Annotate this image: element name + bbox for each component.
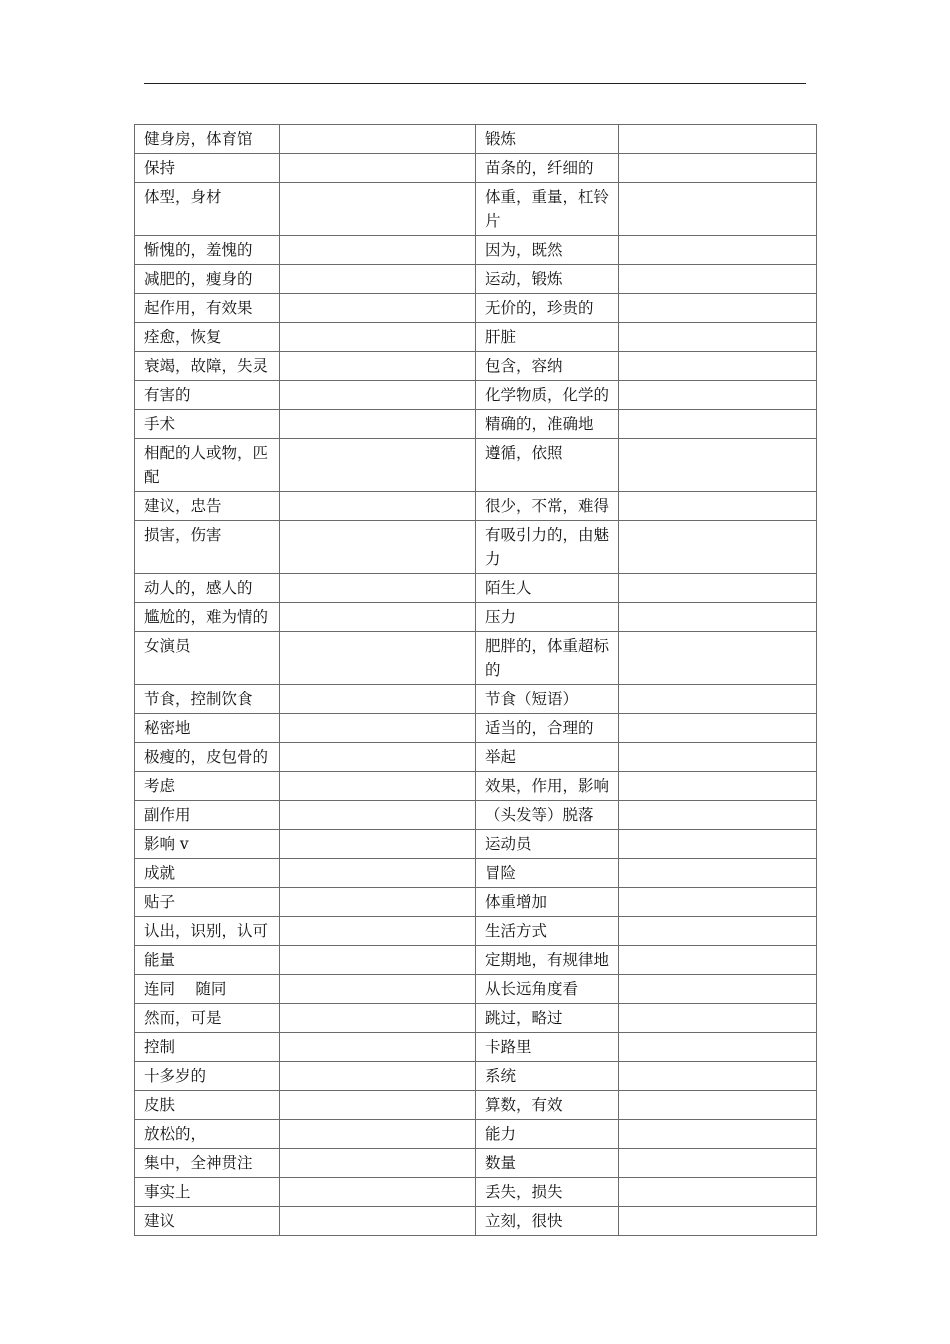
chinese-term-left: 女演员 [135,632,280,685]
chinese-term-right: 举起 [476,743,619,772]
vocabulary-table-body [135,125,817,1236]
answer-blank-right [619,574,817,603]
chinese-term-right: 生活方式 [476,917,619,946]
chinese-term-right: 无价的，珍贵的 [476,294,619,323]
chinese-term-left: 尴尬的，难为情的 [135,603,280,632]
answer-blank-left [280,830,476,859]
answer-blank-right [619,236,817,265]
answer-blank-left [280,236,476,265]
chinese-term-right: 运动员 [476,830,619,859]
chinese-term-left: 建议，忠告 [135,492,280,521]
answer-blank-left [280,1033,476,1062]
table-row [135,714,817,743]
table-row [135,632,817,685]
answer-blank-right [619,521,817,574]
answer-blank-left [280,125,476,154]
table-row [135,603,817,632]
chinese-term-left: 考虑 [135,772,280,801]
table-row [135,888,817,917]
answer-blank-left [280,888,476,917]
chinese-term-right: 陌生人 [476,574,619,603]
chinese-term-left: 十多岁的 [135,1062,280,1091]
answer-blank-left [280,685,476,714]
answer-blank-left [280,183,476,236]
chinese-term-right: 包含，容纳 [476,352,619,381]
answer-blank-right [619,1207,817,1236]
table-row [135,439,817,492]
chinese-term-right: 很少，不常，难得 [476,492,619,521]
answer-blank-left [280,743,476,772]
answer-blank-right [619,1178,817,1207]
answer-blank-left [280,1004,476,1033]
table-row [135,772,817,801]
table-row [135,1120,817,1149]
answer-blank-right [619,888,817,917]
table-row [135,521,817,574]
chinese-term-left: 动人的，感人的 [135,574,280,603]
table-row [135,154,817,183]
table-row [135,1062,817,1091]
table-row [135,830,817,859]
answer-blank-right [619,410,817,439]
table-row [135,1178,817,1207]
chinese-term-right: 锻炼 [476,125,619,154]
chinese-term-right: 运动，锻炼 [476,265,619,294]
table-row [135,917,817,946]
answer-blank-left [280,410,476,439]
answer-blank-left [280,1207,476,1236]
chinese-term-left: 惭愧的，羞愧的 [135,236,280,265]
chinese-term-right: 丢失，损失 [476,1178,619,1207]
chinese-term-right: 因为，既然 [476,236,619,265]
vocabulary-table [134,124,817,1236]
chinese-term-left: 建议 [135,1207,280,1236]
chinese-term-left: 影响 v [135,830,280,859]
chinese-term-left: 认出，识别，认可 [135,917,280,946]
table-row [135,410,817,439]
answer-blank-right [619,1004,817,1033]
chinese-term-left: 贴子 [135,888,280,917]
answer-blank-right [619,1149,817,1178]
answer-blank-left [280,1120,476,1149]
answer-blank-right [619,801,817,830]
chinese-term-right: 卡路里 [476,1033,619,1062]
answer-blank-right [619,183,817,236]
table-row [135,183,817,236]
answer-blank-left [280,1178,476,1207]
table-row [135,946,817,975]
answer-blank-left [280,859,476,888]
answer-blank-right [619,492,817,521]
answer-blank-right [619,772,817,801]
answer-blank-right [619,714,817,743]
answer-blank-right [619,352,817,381]
chinese-term-right: （头发等）脱落 [476,801,619,830]
answer-blank-right [619,859,817,888]
chinese-term-right: 能力 [476,1120,619,1149]
answer-blank-right [619,603,817,632]
answer-blank-right [619,381,817,410]
chinese-term-left: 连同 随同 [135,975,280,1004]
chinese-term-right: 遵循，依照 [476,439,619,492]
table-row [135,294,817,323]
chinese-term-right: 效果，作用，影响 [476,772,619,801]
answer-blank-right [619,946,817,975]
table-row [135,265,817,294]
answer-blank-left [280,772,476,801]
chinese-term-left: 控制 [135,1033,280,1062]
answer-blank-right [619,154,817,183]
table-row [135,975,817,1004]
answer-blank-left [280,632,476,685]
chinese-term-right: 化学物质，化学的 [476,381,619,410]
answer-blank-left [280,801,476,830]
chinese-term-left: 副作用 [135,801,280,830]
chinese-term-right: 肝脏 [476,323,619,352]
answer-blank-left [280,323,476,352]
answer-blank-right [619,1091,817,1120]
chinese-term-left: 极瘦的，皮包骨的 [135,743,280,772]
table-row [135,323,817,352]
answer-blank-left [280,265,476,294]
chinese-term-right: 从长远角度看 [476,975,619,1004]
answer-blank-left [280,492,476,521]
answer-blank-left [280,439,476,492]
chinese-term-right: 数量 [476,1149,619,1178]
chinese-term-right: 体重，重量，杠铃片 [476,183,619,236]
chinese-term-left: 起作用，有效果 [135,294,280,323]
answer-blank-right [619,125,817,154]
chinese-term-right: 跳过，略过 [476,1004,619,1033]
chinese-term-left: 放松的， [135,1120,280,1149]
table-row [135,352,817,381]
chinese-term-left: 痊愈，恢复 [135,323,280,352]
answer-blank-left [280,975,476,1004]
table-row [135,574,817,603]
chinese-term-left: 减肥的，瘦身的 [135,265,280,294]
table-row [135,1033,817,1062]
answer-blank-left [280,917,476,946]
answer-blank-right [619,917,817,946]
table-row [135,743,817,772]
chinese-term-right: 系统 [476,1062,619,1091]
answer-blank-left [280,1062,476,1091]
table-row [135,685,817,714]
table-row [135,492,817,521]
answer-blank-right [619,632,817,685]
answer-blank-right [619,439,817,492]
table-row [135,801,817,830]
answer-blank-right [619,265,817,294]
chinese-term-left: 衰竭，故障，失灵 [135,352,280,381]
answer-blank-right [619,1033,817,1062]
table-row [135,381,817,410]
answer-blank-left [280,352,476,381]
chinese-term-left: 保持 [135,154,280,183]
answer-blank-right [619,1120,817,1149]
chinese-term-left: 事实上 [135,1178,280,1207]
chinese-term-left: 然而，可是 [135,1004,280,1033]
chinese-term-left: 集中，全神贯注 [135,1149,280,1178]
chinese-term-right: 冒险 [476,859,619,888]
table-row [135,236,817,265]
chinese-term-right: 有吸引力的，由魅力 [476,521,619,574]
chinese-term-right: 节食（短语） [476,685,619,714]
chinese-term-left: 手术 [135,410,280,439]
chinese-term-right: 立刻，很快 [476,1207,619,1236]
table-row [135,1091,817,1120]
answer-blank-right [619,1062,817,1091]
answer-blank-right [619,743,817,772]
table-row [135,859,817,888]
chinese-term-left: 皮肤 [135,1091,280,1120]
answer-blank-left [280,381,476,410]
chinese-term-left: 相配的人或物，匹配 [135,439,280,492]
table-row [135,1207,817,1236]
table-row [135,1149,817,1178]
answer-blank-left [280,1091,476,1120]
answer-blank-right [619,294,817,323]
chinese-term-left: 节食，控制饮食 [135,685,280,714]
chinese-term-right: 肥胖的，体重超标的 [476,632,619,685]
answer-blank-left [280,294,476,323]
chinese-term-right: 压力 [476,603,619,632]
table-row [135,1004,817,1033]
chinese-term-left: 损害，伤害 [135,521,280,574]
answer-blank-left [280,1149,476,1178]
answer-blank-left [280,521,476,574]
chinese-term-right: 适当的，合理的 [476,714,619,743]
answer-blank-right [619,685,817,714]
chinese-term-left: 能量 [135,946,280,975]
answer-blank-left [280,154,476,183]
answer-blank-right [619,323,817,352]
chinese-term-right: 苗条的，纤细的 [476,154,619,183]
answer-blank-left [280,946,476,975]
chinese-term-left: 秘密地 [135,714,280,743]
chinese-term-left: 健身房，体育馆 [135,125,280,154]
answer-blank-right [619,975,817,1004]
chinese-term-left: 体型，身材 [135,183,280,236]
chinese-term-right: 体重增加 [476,888,619,917]
answer-blank-right [619,830,817,859]
chinese-term-left: 成就 [135,859,280,888]
chinese-term-right: 定期地，有规律地 [476,946,619,975]
chinese-term-right: 算数，有效 [476,1091,619,1120]
answer-blank-left [280,574,476,603]
chinese-term-right: 精确的，准确地 [476,410,619,439]
answer-blank-left [280,714,476,743]
answer-blank-left [280,603,476,632]
chinese-term-left: 有害的 [135,381,280,410]
header-rule [144,83,806,84]
table-row [135,125,817,154]
